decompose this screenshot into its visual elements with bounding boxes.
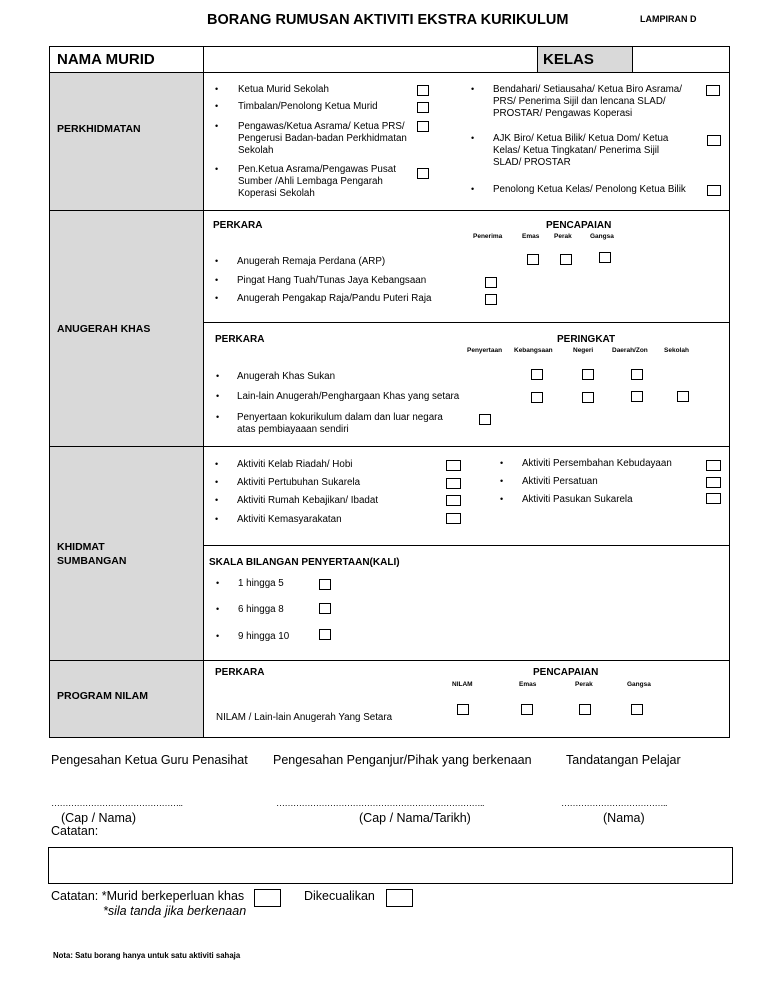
murid-khas-checkbox[interactable] — [254, 889, 281, 907]
list-item: Aktiviti Rumah Kebajikan/ Ibadat — [237, 495, 379, 506]
checkbox[interactable] — [631, 704, 643, 715]
checkbox[interactable] — [706, 85, 720, 96]
column-header: Gangsa — [590, 233, 614, 240]
dikecualikan-checkbox[interactable] — [386, 889, 413, 907]
checkbox[interactable] — [706, 493, 721, 504]
checkbox[interactable] — [531, 369, 543, 380]
column-header: Perak — [554, 233, 572, 240]
pengesahan-guru-label: Pengesahan Ketua Guru Penasihat — [51, 753, 248, 767]
column-header: Emas — [519, 681, 537, 688]
list-item: 1 hingga 5 — [238, 578, 284, 589]
nama-label: (Nama) — [603, 811, 645, 825]
checkbox[interactable] — [582, 369, 594, 380]
checkbox[interactable] — [582, 392, 594, 403]
list-item: Anugerah Remaja Perdana (ARP) — [237, 256, 386, 267]
checkbox[interactable] — [579, 704, 591, 715]
perkara-header: PERKARA — [213, 220, 263, 231]
anugerah-khas-label: ANUGERAH KHAS — [57, 323, 151, 335]
list-item: 6 hingga 8 — [238, 604, 284, 615]
column-header: Negeri — [573, 347, 594, 354]
checkbox[interactable] — [457, 704, 469, 715]
column-header: Emas — [522, 233, 540, 240]
checkbox[interactable] — [521, 704, 533, 715]
perkara-header: PERKARA — [215, 667, 265, 678]
list-item: Lain-lain Anugerah/Penghargaan Khas yang setara — [237, 391, 460, 402]
column-header: Daerah/Zon — [612, 347, 648, 354]
list-item: Aktiviti Pasukan Sukarela — [522, 494, 633, 505]
signature-line-pelajar[interactable]: ……………………………….. — [561, 798, 668, 808]
checkbox[interactable] — [479, 414, 491, 425]
list-item: 9 hingga 10 — [238, 631, 290, 642]
checkbox[interactable] — [417, 168, 429, 179]
checkbox[interactable] — [446, 495, 461, 506]
checkbox[interactable] — [560, 254, 572, 265]
list-item: Aktiviti Persembahan Kebudayaan — [522, 458, 672, 469]
catatan-label: Catatan: — [51, 824, 99, 838]
page-title: BORANG RUMUSAN AKTIVITI EKSTRA KURIKULUM — [207, 12, 569, 28]
pencapaian-header: PENCAPAIAN — [546, 220, 612, 231]
checkbox[interactable] — [485, 294, 497, 305]
nama-murid-field[interactable] — [205, 48, 535, 71]
checkbox[interactable] — [706, 460, 721, 471]
pencapaian-header: PENCAPAIAN — [533, 667, 599, 678]
sila-tanda-note: *sila tanda jika berkenaan — [103, 904, 247, 918]
perkhidmatan-label: PERKHIDMATAN — [57, 123, 141, 135]
column-header: Gangsa — [627, 681, 651, 688]
checkbox[interactable] — [446, 513, 461, 524]
tandatangan-pelajar-label: Tandatangan Pelajar — [566, 753, 681, 767]
checkbox[interactable] — [631, 391, 643, 402]
lampiran-label: LAMPIRAN D — [640, 14, 697, 24]
checkbox[interactable] — [446, 478, 461, 489]
checkbox[interactable] — [677, 391, 689, 402]
column-header: Perak — [575, 681, 593, 688]
list-item: Bendahari/ Setiausaha/ Ketua Biro Asrama/ PRS/ Penerima Sijil dan lencana SLAD/ PROSTAR/ Pengawas Koperasi — [493, 84, 682, 119]
list-item: Pen.Ketua Asrama/Pengawas Pusat Sumber /Ahli Lembaga Pengarah Koperasi Sekolah — [238, 164, 396, 199]
signature-line-guru[interactable]: ……………………………………….. — [51, 798, 183, 808]
checkbox[interactable] — [417, 102, 429, 113]
column-header: Penyertaan — [467, 347, 503, 354]
kelas-field[interactable] — [634, 48, 728, 71]
column-header: Penerima — [473, 233, 503, 240]
checkbox[interactable] — [531, 392, 543, 403]
cap-nama-tarikh-label: (Cap / Nama/Tarikh) — [359, 811, 471, 825]
checkbox[interactable] — [319, 629, 331, 640]
perkhidmatan-label-cell — [50, 73, 203, 210]
list-item: Ketua Murid Sekolah — [238, 84, 329, 95]
column-header: NILAM — [452, 681, 473, 688]
peringkat-header: PERINGKAT — [557, 334, 616, 345]
checkbox[interactable] — [417, 85, 429, 96]
list-item: Pengawas/Ketua Asrama/ Ketua PRS/ Pengerusi Badan-badan Perkhidmatan Sekolah — [238, 121, 407, 156]
catatan-field[interactable] — [48, 847, 733, 884]
khidmat-sumbangan-label: KHIDMAT SUMBANGAN — [57, 541, 127, 567]
checkbox[interactable] — [707, 135, 721, 146]
checkbox[interactable] — [319, 579, 331, 590]
list-item: Timbalan/Penolong Ketua Murid — [238, 101, 378, 112]
list-item: Penyertaan kokurikulum dalam dan luar negara atas pembiayaaan sendiri — [237, 412, 443, 435]
skala-title: SKALA BILANGAN PENYERTAAN(KALI) — [209, 557, 400, 568]
list-item: Aktiviti Kelab Riadah/ Hobi — [237, 459, 353, 470]
nota-footer: Nota: Satu borang hanya untuk satu aktiviti sahaja — [53, 951, 241, 960]
nilam-item: NILAM / Lain-lain Anugerah Yang Setara — [216, 712, 393, 723]
column-header: Sekolah — [664, 347, 689, 354]
checkbox[interactable] — [631, 369, 643, 380]
signature-line-penganjur[interactable]: ……………………………………………………………….. — [276, 798, 485, 808]
checkbox[interactable] — [485, 277, 497, 288]
checkbox[interactable] — [417, 121, 429, 132]
kelas-label: KELAS — [543, 51, 594, 68]
program-nilam-label: PROGRAM NILAM — [57, 690, 148, 702]
checkbox[interactable] — [527, 254, 539, 265]
list-item: Aktiviti Persatuan — [522, 476, 598, 487]
list-item: Anugerah Khas Sukan — [237, 371, 336, 382]
list-item: Pingat Hang Tuah/Tunas Jaya Kebangsaan — [237, 275, 427, 286]
checkbox[interactable] — [319, 603, 331, 614]
list-item: Anugerah Pengakap Raja/Pandu Puteri Raja — [237, 293, 432, 304]
checkbox[interactable] — [706, 477, 721, 488]
checkbox[interactable] — [707, 185, 721, 196]
column-header: Kebangsaan — [514, 347, 553, 354]
list-item: Aktiviti Pertubuhan Sukarela — [237, 477, 361, 488]
checkbox[interactable] — [599, 252, 611, 263]
list-item: Aktiviti Kemasyarakatan — [237, 514, 342, 525]
checkbox[interactable] — [446, 460, 461, 471]
list-item: AJK Biro/ Ketua Bilik/ Ketua Dom/ Ketua Kelas/ Ketua Tingkatan/ Penerima Sijil SLAD/ PROSTAR — [493, 133, 669, 168]
murid-berkeperluan-label: Catatan: *Murid berkeperluan khas — [51, 889, 245, 903]
list-item: Penolong Ketua Kelas/ Penolong Ketua Bilik — [493, 184, 686, 195]
nama-murid-label: NAMA MURID — [57, 51, 155, 68]
cap-nama-label: (Cap / Nama) — [61, 811, 137, 825]
perkara-header: PERKARA — [215, 334, 265, 345]
dikecualikan-label: Dikecualikan — [304, 889, 375, 903]
pengesahan-penganjur-label: Pengesahan Penganjur/Pihak yang berkenaan — [273, 753, 532, 767]
